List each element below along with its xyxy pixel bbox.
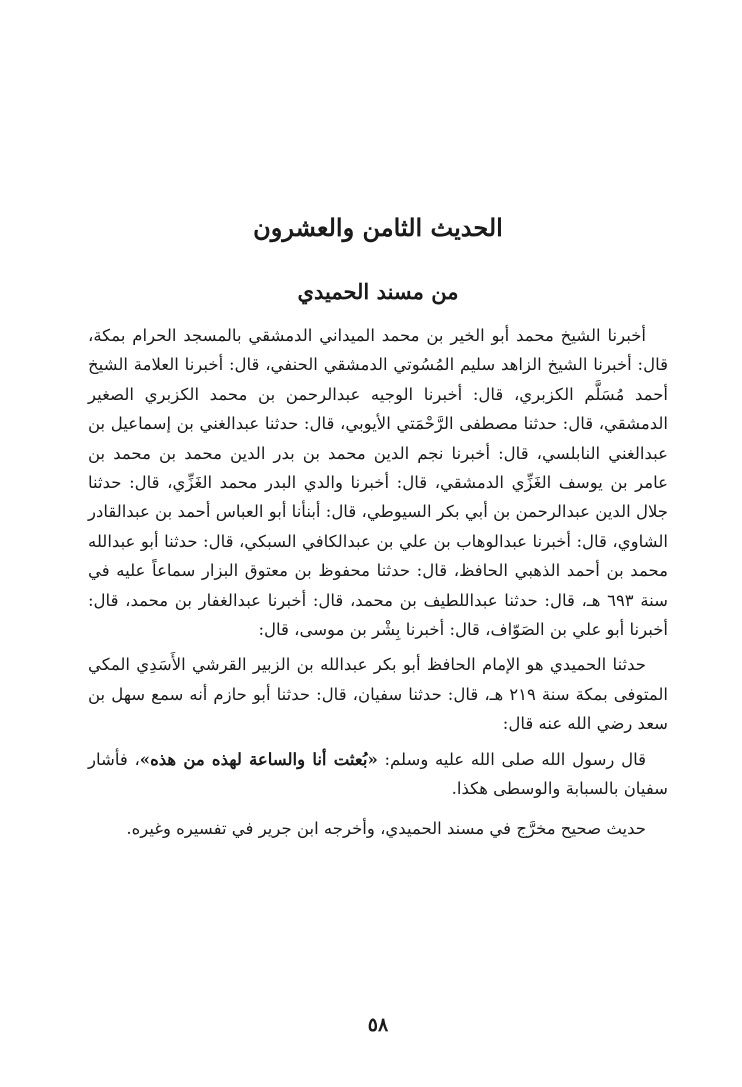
hadith-text-paragraph	[88, 745, 668, 804]
hadith-title: الحديث الثامن والعشرون	[253, 213, 503, 242]
hadith-body	[88, 321, 668, 843]
hadith-source-heading: من مسند الحميدي	[297, 279, 459, 304]
hadith-quote: «بُعثت أنا والساعة لهذه من هذه»	[139, 749, 378, 769]
hadith-intro: قال رسول الله صلى الله عليه وسلم:	[377, 749, 646, 769]
isnad-paragraph: أخبرنا الشيخ محمد أبو الخير بن محمد الميداني الدمشقي بالمسجد الحرام بمكة، قال: أخبرنا الشيخ الزاهد سليم المُسُوتي الدمشقي الحنفي، قال: أخبرنا العلامة الشيخ أحمد مُسَلَّم الكزبري، قال: أخبرنا الوجيه عبدالرحمن بن محمد الكزبري الصغير الدمشقي، قال: حدثنا مصطفى الرَّحْمَتي الأيوبي، قال: حدثنا عبدالغني بن إسماعيل بن عبدالغني النابلسي، قال: أخبرنا نجم الدين محمد بن بدر الدين محمد بن محمد بن عامر بن يوسف الغَزِّي الدمشقي، قال: أخبرنا والدي البدر محمد الغَزِّي، قال: حدثنا جلال الدين عبدالرحمن بن أبي بكر السيوطي، قال: أبنأنا أبو العباس أحمد بن عبدالقادر الشاوي، قال: أخبرنا عبدالوهاب بن علي بن عبدالكافي السبكي، قال: حدثنا أبو عبدالله محمد بن أحمد الذهبي الحافظ، قال: حدثنا محفوظ بن معتوق البزار سماعاً عليه في سنة ٦٩٣ هـ، قال: حدثنا عبداللطيف بن محمد، قال: أخبرنا عبدالغفار بن محمد، قال: أخبرنا أبو علي بن الصَوّاف، قال: أخبرنا بِشْر بن موسى، قال:	[88, 326, 668, 640]
page-number: ٥٨	[367, 1014, 389, 1036]
grading-paragraph: حديث صحيح مخرَّج في مسند الحميدي، وأخرجه ابن جرير في تفسيره وغيره.	[126, 818, 646, 838]
humaydi-chain-paragraph: حدثنا الحميدي هو الإمام الحافظ أبو بكر عبدالله بن الزبير القرشي الأَسَدِي المكي المتوفى بمكة سنة ٢١٩ هـ، قال: حدثنا سفيان، قال: حدثنا أبو حازم أنه سمع سهل بن سعد رضي الله عنه قال:	[88, 655, 668, 734]
hadith-rest: ، فأشار سفيان بالسبابة والوسطى هكذا.	[88, 749, 668, 799]
book-page	[88, 0, 668, 1087]
